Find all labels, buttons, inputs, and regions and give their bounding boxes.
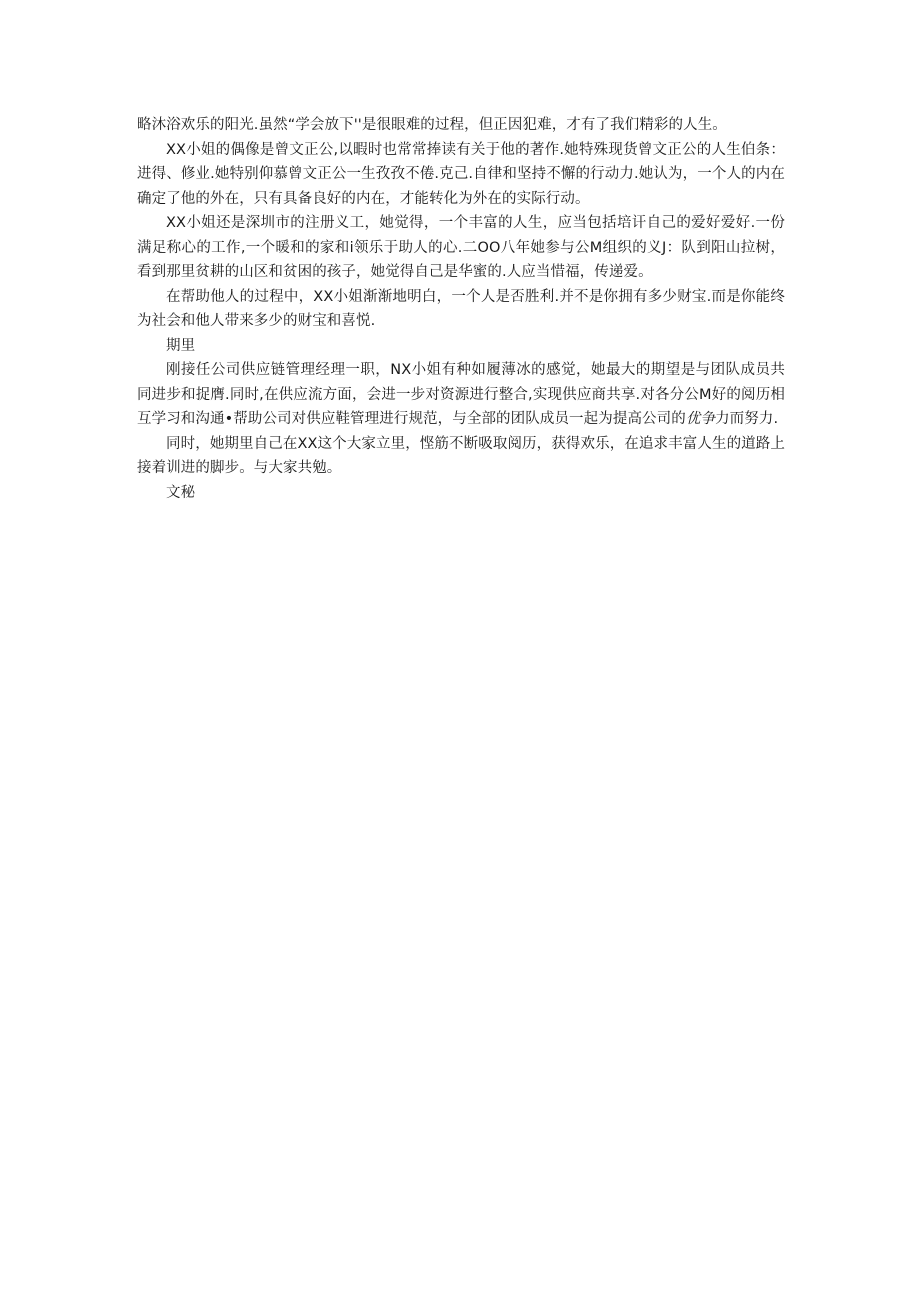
paragraph-5-text-a: 刚接任公司供应链管理经理一职，NX小姐有种如履薄冰的感觉，她最大的期望是与团队成员共同进步和捉膺.同时,在供应流方面，会进一步对资源进行整合,实现供应商共享.对各分公M好的阅历相互学习和沟通•帮助公司对供应鞋管理进行规范，与全部的团队成员一起为提高公司的 bbox=[137, 362, 785, 427]
paragraph-1: 略沐浴欢乐的阳光.虽然“学会放下''是很眼难的过程，但正因犯难，才有了我们精彩的人生。 bbox=[137, 117, 727, 133]
paragraph-5 bbox=[137, 358, 785, 432]
paragraph-6: 同时，她期里自己在XX这个大家立里，悭筋不断吸取阅历，获得欢乐，在追求丰富人生的道路上接着训进的脚步。与大家共勉。 bbox=[137, 435, 785, 476]
document-body bbox=[137, 113, 785, 505]
paragraph-5-text-b: 力而努力. bbox=[715, 411, 779, 427]
paragraph-2: XX小姐的偶像是曾文正公,以暇时也常常捧读有关于他的著作.她特殊现货曾文正公的人生伯条：进得、修业.她特别仰慕曾文正公一生孜孜不倦.克己.自律和坚持不懈的行动力.她认为，一个人的内在确定了他的外在，只有具备良好的内在，才能转化为外在的实际行动。 bbox=[137, 141, 785, 207]
section-heading-secretary: 文秘 bbox=[166, 484, 196, 501]
section-heading-expectation: 期里 bbox=[166, 337, 196, 354]
paragraph-4: 在帮助他人的过程中，XX小姐渐渐地明白，一个人是否胜利.并不是你拥有多少财宝.而是你能终为社会和他人带来多少的财宝和喜悦. bbox=[137, 288, 785, 329]
paragraph-3: XX小姐还是深圳市的注册义工，她觉得，一个丰富的人生，应当包括培讦自己的爱好爱好.一份满足称心的工作,一个暖和的家和i领乐于助人的心.二OO八年她参与公M组织的义J：队到阳山拉树，看到那里贫耕的山区和贫困的孩子，她觉得自己是华蜜的.人应当惜福，传递爱。 bbox=[137, 215, 785, 280]
paragraph-5-italic-text: 优争 bbox=[685, 411, 716, 427]
